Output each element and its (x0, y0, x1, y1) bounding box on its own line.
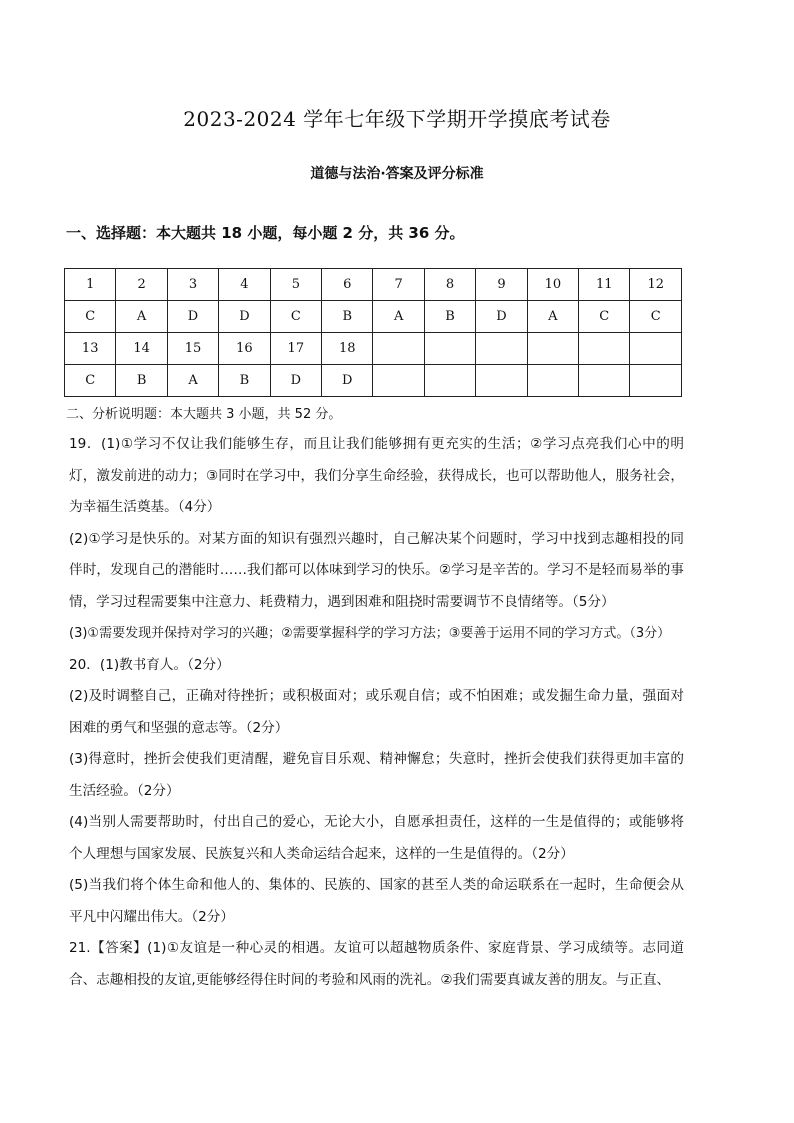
empty-cell (373, 365, 424, 397)
empty-cell (579, 365, 630, 397)
answer-cell: D (322, 365, 373, 397)
empty-cell (476, 365, 527, 397)
answer-cell: A (167, 365, 218, 397)
question-number: 10 (527, 269, 578, 301)
empty-cell (630, 365, 682, 397)
answer-cell: B (219, 365, 270, 397)
answer-19-part1: 19．(1)①学习不仅让我们能够生存，而且让我们能够拥有更充实的生活；②学习点亮我们心中的明灯，激发前进的动力；③同时在学习中，我们分享生命经验，获得成长，也可以帮助他人，服务社会，为幸福生活奠基。（4分） (69, 436, 684, 515)
answer-cell: C (65, 301, 116, 333)
page-title: 2023-2024 学年七年级下学期开学摸底考试卷 (183, 107, 611, 131)
answer-cell: D (219, 301, 270, 333)
question-number: 15 (167, 333, 218, 365)
answer-body (69, 429, 684, 996)
empty-cell (630, 333, 682, 365)
question-number: 2 (116, 269, 167, 301)
empty-cell (527, 333, 578, 365)
answer-cell: C (270, 301, 321, 333)
question-number: 13 (65, 333, 116, 365)
answer-cell: D (270, 365, 321, 397)
question-number: 3 (167, 269, 218, 301)
answer-cell: B (322, 301, 373, 333)
answer-20-part4: (4)当别人需要帮助时，付出自己的爱心，无论大小，自愿承担责任，这样的一生是值得的；或能够将个人理想与国家发展、民族复兴和人类命运结合起来，这样的一生是值得的。（2分） (69, 814, 684, 862)
section1-heading: 一、选择题：本大题共 18 小题，每小题 2 分，共 36 分。 (66, 224, 465, 242)
table-row (65, 365, 682, 397)
question-number: 14 (116, 333, 167, 365)
answer-cell: A (527, 301, 578, 333)
page-subtitle: 道德与法治·答案及评分标准 (310, 166, 484, 182)
empty-cell (476, 333, 527, 365)
answer-20-part1: 20．(1)教书育人。（2分） (69, 656, 230, 673)
answer-cell: C (65, 365, 116, 397)
table-row (65, 269, 682, 301)
question-number: 7 (373, 269, 424, 301)
empty-cell (527, 365, 578, 397)
question-number: 1 (65, 269, 116, 301)
answer-20-part3: (3)得意时，挫折会使我们更清醒，避免盲目乐观、精神懈怠；失意时，挫折会使我们获得更加丰富的生活经验。（2分） (69, 751, 684, 799)
answer-cell: D (476, 301, 527, 333)
question-number: 11 (579, 269, 630, 301)
answer-cell: B (116, 365, 167, 397)
answer-19-part2: (2)①学习是快乐的。对某方面的知识有强烈兴趣时，自己解决某个问题时，学习中找到志趣相投的同伴时，发现自己的潜能时……我们都可以体味到学习的快乐。②学习是辛苦的。学习不是轻而易举的事情，学习过程需要集中注意力、耗费精力，遇到困难和阻挠时需要调节不良情绪等。（5分） (69, 530, 684, 610)
empty-cell (424, 333, 475, 365)
answer-20-part2: (2)及时调整自己，正确对待挫折；或积极面对；或乐观自信；或不怕困难；或发掘生命力量，强面对困难的勇气和坚强的意志等。（2分） (69, 688, 684, 736)
empty-cell (424, 365, 475, 397)
table-row (65, 301, 682, 333)
question-number: 12 (630, 269, 682, 301)
answer-21-part1: 21.【答案】(1)①友谊是一种心灵的相遇。友谊可以超越物质条件、家庭背景、学习成绩等。志同道合、志趣相投的友谊,更能够经得住时间的考验和风雨的洗礼。②我们需要真诚友善的朋友。与正直、 (69, 940, 684, 988)
question-number: 18 (322, 333, 373, 365)
empty-cell (373, 333, 424, 365)
answer-19-part3: (3)①需要发现并保持对学习的兴趣；②需要掌握科学的学习方法；③要善于运用不同的学习方式。（3分） (69, 626, 671, 641)
question-number: 4 (219, 269, 270, 301)
question-number: 17 (270, 333, 321, 365)
answer-cell: B (424, 301, 475, 333)
question-number: 5 (270, 269, 321, 301)
table-row (65, 333, 682, 365)
question-number: 16 (219, 333, 270, 365)
answer-cell: A (116, 301, 167, 333)
empty-cell (579, 333, 630, 365)
answer-cell: A (373, 301, 424, 333)
question-number: 9 (476, 269, 527, 301)
section2-heading: 二、分析说明题：本大题共 3 小题，共 52 分。 (66, 407, 342, 422)
question-number: 6 (322, 269, 373, 301)
answer-20-part5: (5)当我们将个体生命和他人的、集体的、民族的、国家的甚至人类的命运联系在一起时，生命便会从平凡中闪耀出伟大。（2分） (69, 877, 684, 925)
answer-cell: C (630, 301, 682, 333)
answer-table (64, 268, 682, 397)
answer-cell: C (579, 301, 630, 333)
question-number: 8 (424, 269, 475, 301)
answer-cell: D (167, 301, 218, 333)
